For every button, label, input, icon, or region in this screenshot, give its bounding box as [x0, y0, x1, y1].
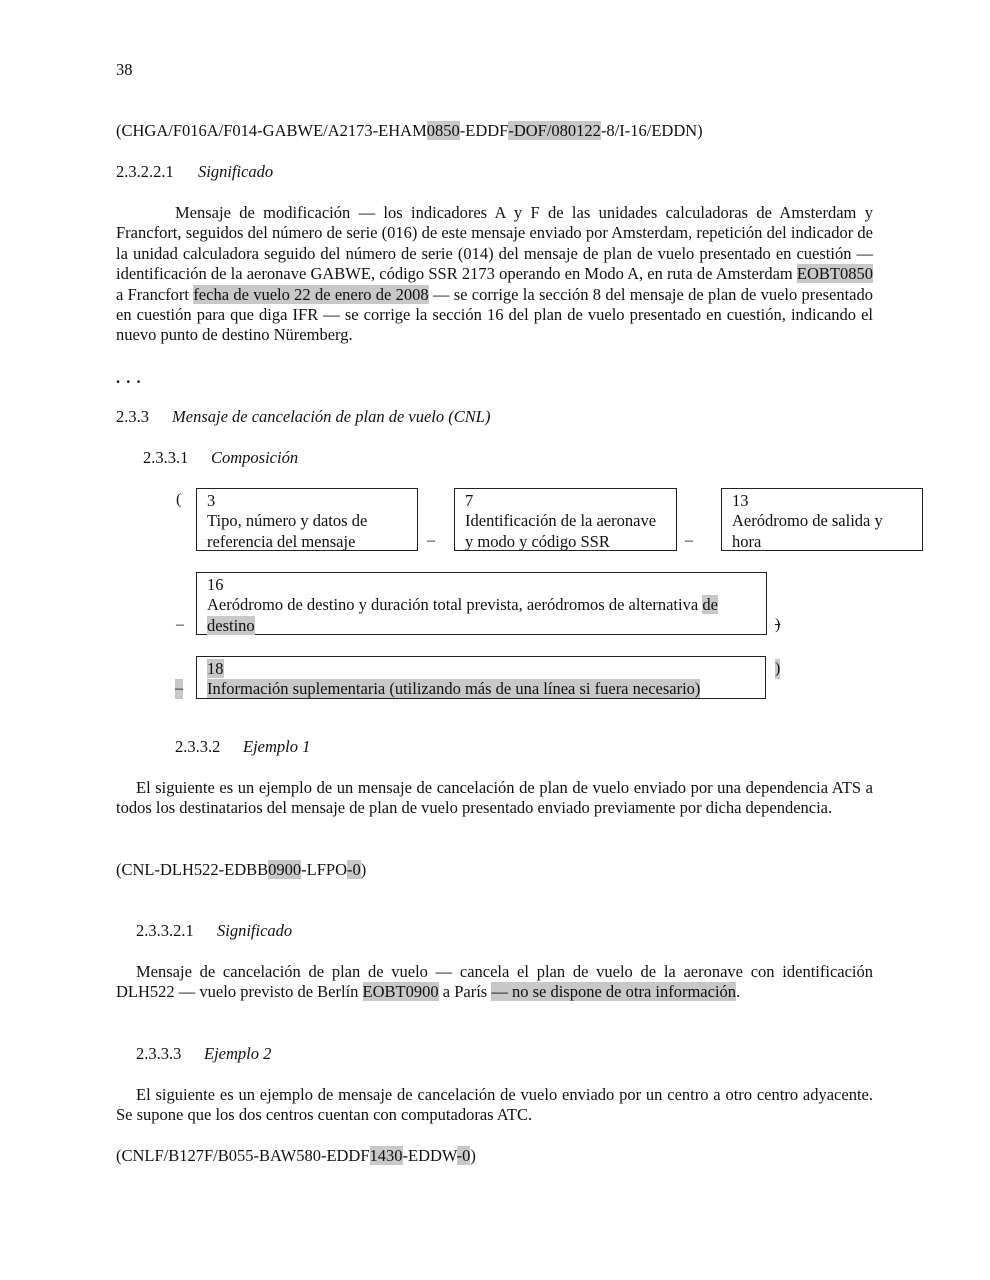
- close-paren: ): [775, 659, 780, 679]
- section-number: 2.3.3.2: [175, 737, 221, 756]
- text-run: a Francfort: [116, 284, 194, 304]
- msg-part: ): [360, 860, 367, 879]
- open-paren: (: [176, 491, 182, 508]
- msg-part: -EDDW: [402, 1146, 457, 1165]
- dash-separator: –: [427, 532, 435, 549]
- field-label: referencia del mensaje: [207, 531, 356, 551]
- section-title: Ejemplo 1: [243, 737, 311, 756]
- field-label: [207, 616, 756, 636]
- field-label: Identificación de la aeronave: [465, 511, 657, 531]
- section-number: 2.3.3.3: [136, 1044, 182, 1063]
- text-run: Mensaje de cancelación de plan de vuelo — cancela el plan de vuelo de la aeronave con identificación DLH522 — vuelo previsto de Berlín: [116, 962, 873, 1002]
- dash-separator: –: [685, 532, 693, 549]
- text-highlight: 18: [207, 659, 224, 678]
- text-run: Mensaje de modificación — los indicadores A y F de las unidades calculadoras de Amsterdam y Francfort, seguidos del número de serie (016) de este mensaje enviado por Amsterdam, repetición del indicador de la unidad calculadora seguido del número de serie (014) del mensaje de plan de vuelo presentado en cuestión — identificación de la aeronave GABWE, código SSR 2173 operando en Modo A, en ruta de Amsterdam: [116, 203, 873, 284]
- msg-part: (CNLF/B127F/B055-BAW580-EDDF: [116, 1146, 370, 1165]
- field-box-13: [721, 488, 923, 551]
- section-number: 2.3.3.1: [143, 448, 189, 467]
- text-highlight: fecha de vuelo 22 de enero de 2008: [193, 284, 429, 304]
- page-number: 38: [116, 60, 133, 79]
- msg-part: ): [470, 1146, 476, 1165]
- field-number: 3: [207, 491, 216, 510]
- section-number: 2.3.3: [116, 407, 149, 426]
- msg-highlight: -0: [456, 1146, 471, 1165]
- dash-separator: –: [175, 679, 183, 699]
- cnl-message-example-2: [116, 1146, 476, 1166]
- section-heading-2-3-3-3: [136, 1044, 271, 1064]
- field-box-16: [196, 572, 767, 635]
- field-label: y modo y código SSR: [465, 531, 610, 551]
- text-highlight: EOBT0900: [362, 982, 439, 1002]
- section-title: Mensaje de cancelación de plan de vuelo (CNL): [172, 407, 491, 426]
- field-number: 7: [465, 491, 474, 510]
- field-label: Aeródromo de salida y: [732, 511, 883, 531]
- section-title: Significado: [217, 921, 293, 940]
- section-heading-2-3-3-1: [143, 448, 298, 468]
- text-run: .: [736, 982, 741, 1002]
- text-run: a París: [438, 982, 492, 1002]
- ellipsis: . . .: [116, 368, 142, 387]
- text-highlight: EOBT0850: [796, 264, 873, 284]
- section-number: 2.3.2.2.1: [116, 162, 174, 181]
- meaning-paragraph-1: [116, 203, 873, 346]
- msg-highlight: -DOF/080122: [508, 121, 601, 140]
- field-box-7: [454, 488, 677, 551]
- msg-part: -8/I-16/EDDN): [600, 121, 703, 140]
- field-number: 13: [732, 491, 749, 510]
- msg-highlight: -0: [347, 860, 361, 879]
- section-heading-2-3-3: [116, 407, 490, 427]
- msg-highlight: 1430: [369, 1146, 403, 1165]
- field-label: hora: [732, 531, 762, 551]
- section-heading-2-3-3-2-1: [136, 921, 292, 941]
- text-highlight: Información suplementaria (utilizando más de una línea si fuera necesario): [207, 679, 701, 699]
- field-number: 16: [207, 575, 224, 594]
- text-highlight: destino: [207, 615, 255, 635]
- chg-message-example: [116, 121, 703, 141]
- msg-part: -EDDF: [459, 121, 509, 140]
- text-run: Aeródromo de destino y duración total prevista, aeródromos de alternativa: [207, 595, 703, 615]
- section-heading-2-3-3-2: [175, 737, 310, 757]
- section-title: Ejemplo 2: [204, 1044, 272, 1063]
- field-label: Tipo, número y datos de: [207, 511, 368, 531]
- field-box-3: [196, 488, 418, 551]
- section-heading-2-3-2-2-1: [116, 162, 273, 182]
- text-run: — se corrige la sección 8 del mensaje de plan de vuelo presentado en cuestión para que diga IFR — se corrige la sección 16 del plan de vuelo presentado en cuestión, indicando el nuevo punto de destino Nüremberg.: [116, 284, 873, 345]
- text-highlight: — no se dispone de otra información: [491, 982, 737, 1002]
- section-title: Significado: [198, 162, 274, 181]
- field-number: [207, 659, 755, 679]
- example-1-paragraph: El siguiente es un ejemplo de un mensaje de cancelación de plan de vuelo enviado por una dependencia ATS a todos los destinatarios del mensaje de plan de vuelo presentado enviado previamente por dicha dependencia.: [116, 778, 873, 818]
- field-box-18: [196, 656, 766, 699]
- msg-part: -LFPO: [301, 860, 347, 879]
- msg-part: (CHGA/F016A/F014-GABWE/A2173-EHAM: [116, 121, 427, 140]
- field-label: [207, 679, 755, 699]
- section-title: Composición: [211, 448, 299, 467]
- msg-part: (CNL-DLH522-EDBB: [116, 860, 269, 879]
- msg-highlight: 0850: [426, 121, 460, 140]
- close-paren-struck: ): [775, 616, 781, 633]
- section-number: 2.3.3.2.1: [136, 921, 194, 940]
- meaning-paragraph-2: [116, 962, 873, 1003]
- field-label: [207, 595, 756, 615]
- dash-separator: –: [176, 616, 184, 633]
- text-highlight: de: [702, 595, 718, 615]
- msg-highlight: 0900: [268, 860, 302, 879]
- cnl-message-example-1: [116, 860, 366, 880]
- example-2-paragraph: El siguiente es un ejemplo de mensaje de cancelación de vuelo enviado por un centro a otro centro adyacente. Se supone que los dos centros cuentan con computadoras ATC.: [116, 1085, 873, 1125]
